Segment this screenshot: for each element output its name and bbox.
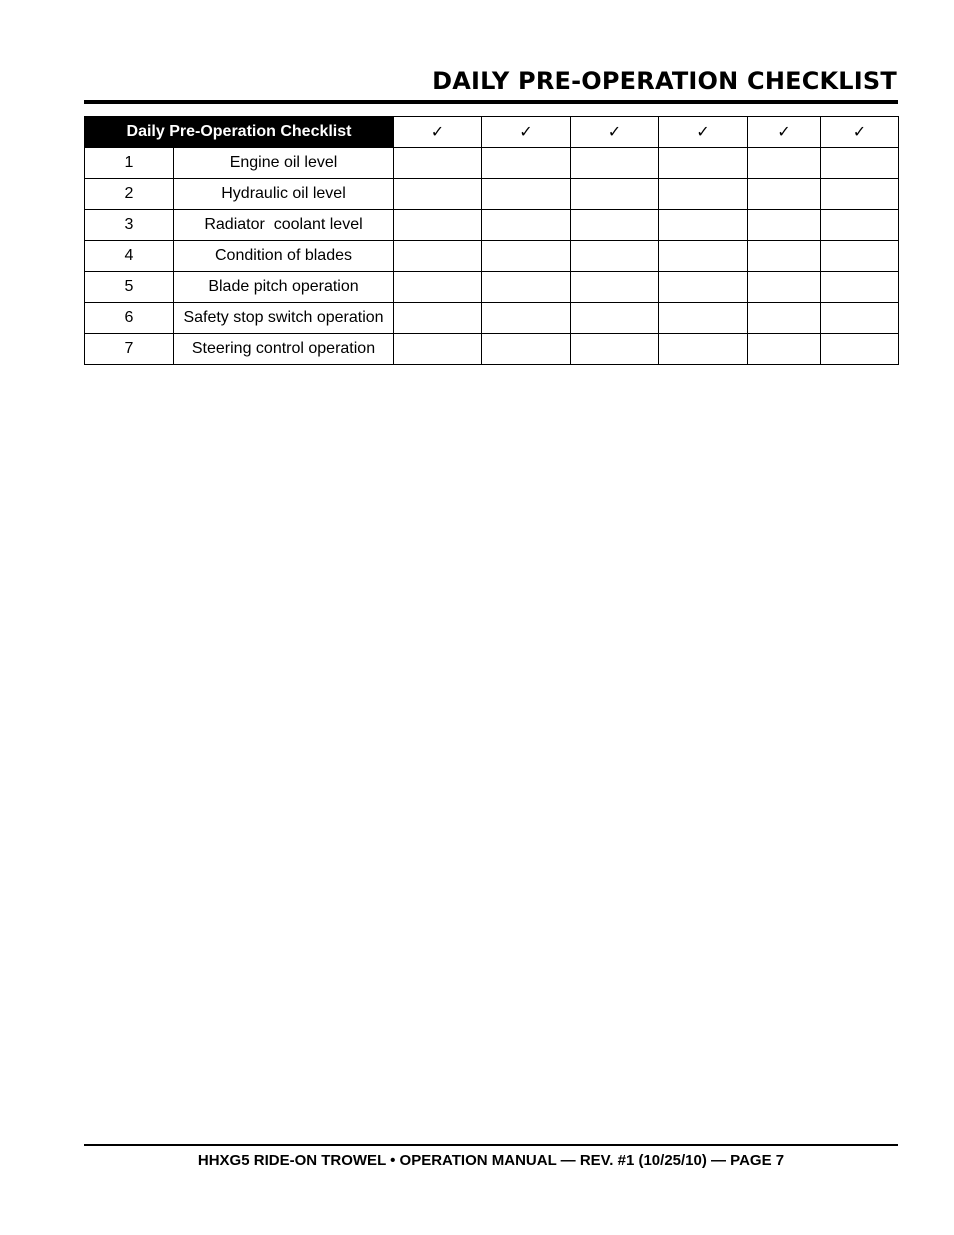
check-cell[interactable] [659, 334, 748, 365]
check-cell[interactable] [748, 303, 821, 334]
row-item: Engine oil level [174, 148, 394, 179]
table-row [85, 272, 899, 303]
checkmark-icon: ✓ [852, 122, 867, 141]
check-cell[interactable] [821, 210, 899, 241]
check-column-header [659, 117, 748, 148]
check-cell[interactable] [659, 179, 748, 210]
check-cell[interactable] [482, 179, 571, 210]
check-cell[interactable] [394, 241, 482, 272]
title-rule [84, 100, 898, 104]
checkmark-icon: ✓ [430, 122, 445, 141]
check-cell[interactable] [821, 303, 899, 334]
check-cell[interactable] [571, 210, 659, 241]
check-cell[interactable] [821, 148, 899, 179]
check-cell[interactable] [821, 241, 899, 272]
checkmark-icon: ✓ [607, 122, 622, 141]
check-cell[interactable] [482, 334, 571, 365]
check-cell[interactable] [571, 272, 659, 303]
check-cell[interactable] [821, 272, 899, 303]
check-cell[interactable] [482, 148, 571, 179]
check-cell[interactable] [482, 210, 571, 241]
row-item: Blade pitch operation [174, 272, 394, 303]
check-cell[interactable] [821, 334, 899, 365]
check-cell[interactable] [571, 241, 659, 272]
check-cell[interactable] [659, 303, 748, 334]
checklist-header-row [85, 117, 899, 148]
row-number: 3 [85, 210, 174, 241]
check-cell[interactable] [394, 272, 482, 303]
row-item: Safety stop switch operation [174, 303, 394, 334]
row-item: Radiator coolant level [174, 210, 394, 241]
check-column-header [571, 117, 659, 148]
check-cell[interactable] [394, 303, 482, 334]
check-cell[interactable] [748, 241, 821, 272]
row-item: Hydraulic oil level [174, 179, 394, 210]
page-title: DAILY PRE-OPERATION CHECKLIST [432, 67, 897, 95]
check-cell[interactable] [571, 303, 659, 334]
check-cell[interactable] [394, 179, 482, 210]
table-row [85, 210, 899, 241]
row-number: 2 [85, 179, 174, 210]
check-cell[interactable] [482, 272, 571, 303]
checkmark-icon: ✓ [519, 122, 533, 141]
check-cell[interactable] [748, 148, 821, 179]
check-cell[interactable] [394, 334, 482, 365]
footer-rule [84, 1144, 898, 1146]
check-cell[interactable] [748, 272, 821, 303]
row-number: 1 [85, 148, 174, 179]
check-column-header [482, 117, 571, 148]
check-cell[interactable] [394, 148, 482, 179]
row-number: 6 [85, 303, 174, 334]
check-cell[interactable] [482, 303, 571, 334]
page-footer: HHXG5 RIDE-ON TROWEL • OPERATION MANUAL — REV. #1 (10/25/10) — PAGE 7 [197, 1152, 785, 1169]
checklist-header-label: Daily Pre-Operation Checklist [85, 117, 394, 148]
check-cell[interactable] [394, 210, 482, 241]
row-number: 5 [85, 272, 174, 303]
check-column-header [748, 117, 821, 148]
check-cell[interactable] [821, 179, 899, 210]
checkmark-icon: ✓ [696, 122, 710, 141]
check-column-header [821, 117, 899, 148]
check-cell[interactable] [748, 179, 821, 210]
table-row [85, 303, 899, 334]
checkmark-icon: ✓ [777, 122, 791, 141]
row-number: 4 [85, 241, 174, 272]
check-column-header [394, 117, 482, 148]
check-cell[interactable] [659, 272, 748, 303]
row-number: 7 [85, 334, 174, 365]
check-cell[interactable] [482, 241, 571, 272]
table-row [85, 148, 899, 179]
check-cell[interactable] [659, 148, 748, 179]
checklist-table [84, 116, 899, 365]
table-row [85, 179, 899, 210]
check-cell[interactable] [659, 241, 748, 272]
row-item: Steering control operation [174, 334, 394, 365]
check-cell[interactable] [748, 210, 821, 241]
check-cell[interactable] [571, 179, 659, 210]
table-row [85, 241, 899, 272]
check-cell[interactable] [748, 334, 821, 365]
check-cell[interactable] [571, 148, 659, 179]
check-cell[interactable] [659, 210, 748, 241]
check-cell[interactable] [571, 334, 659, 365]
table-row [85, 334, 899, 365]
row-item: Condition of blades [174, 241, 394, 272]
